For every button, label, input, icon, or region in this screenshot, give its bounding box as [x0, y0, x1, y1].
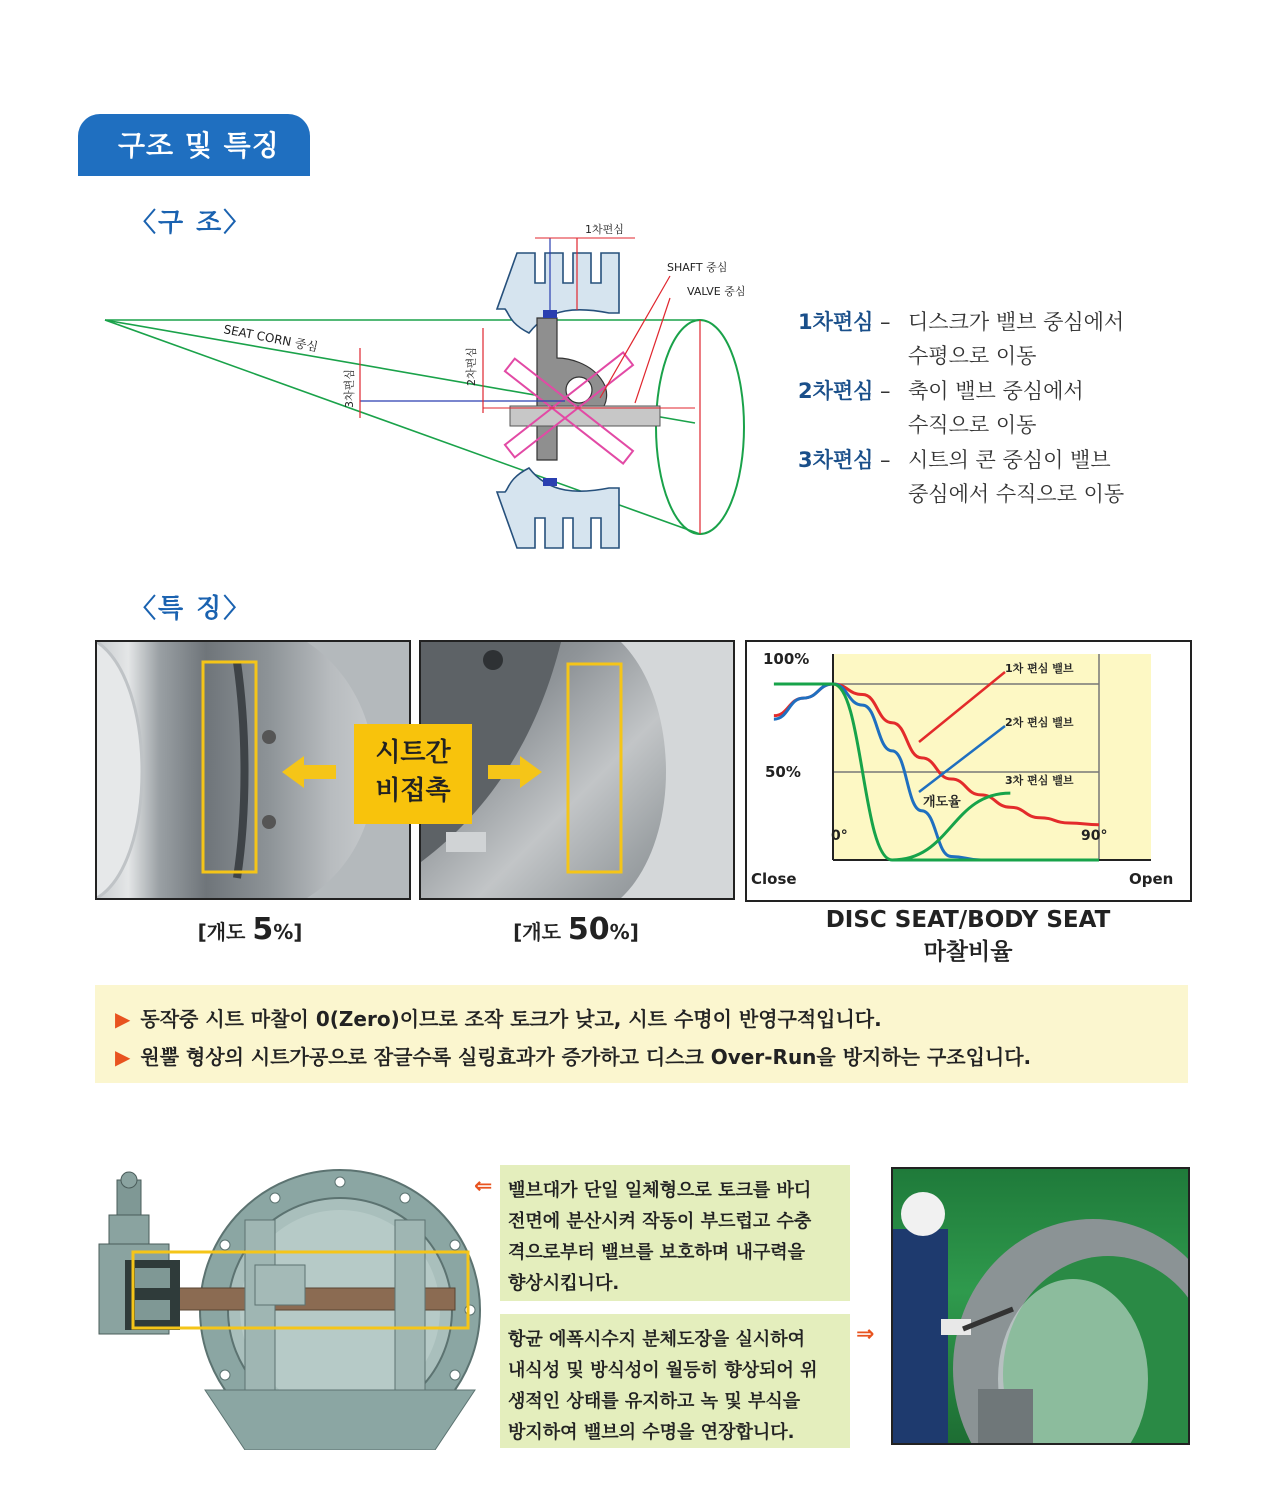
diagram-label-third-offset: 3차편심	[343, 369, 356, 408]
chart-caption-line1: DISC SEAT/BODY SEAT	[825, 907, 1111, 933]
note-text-1: 동작중 시트 마찰이 0(Zero)이므로 조작 토크가 낮고, 시트 수명이 반영구적입니다.	[140, 1007, 882, 1031]
section-tab: 구조 및 특징	[78, 114, 310, 176]
offset-1-line1: 디스크가 밸브 중심에서	[908, 310, 1125, 334]
offset-3-line1: 시트의 콘 중심이 밸브	[908, 448, 1111, 472]
caption-5-value: 5	[252, 912, 274, 947]
info-box-shaft	[500, 1165, 850, 1301]
chart-annotation: 3차 편심 밸브	[1005, 774, 1074, 787]
offset-3-dash: –	[880, 448, 891, 472]
caption-50-prefix: [개도	[513, 920, 568, 944]
offset-1	[798, 305, 1124, 373]
note-text-2: 원뿔 형상의 시트가공으로 잠글수록 실링효과가 증가하고 디스크 Over-Run을 방지하는 구조입니다.	[140, 1045, 1032, 1069]
caption-50-value: 50	[567, 912, 610, 947]
offset-3-line2: 중심에서 수직으로 이동	[908, 482, 1125, 506]
offset-1-dash: –	[880, 310, 891, 334]
structure-title: 〈구 조〉	[130, 208, 252, 238]
info-box-coating	[500, 1314, 850, 1448]
chart-y-tick-label: 50%	[765, 763, 801, 781]
right-arrow-icon	[488, 752, 548, 792]
chart-x-end-label: Close	[751, 870, 797, 888]
photo-caption-50-percent	[446, 912, 706, 947]
non-contact-label	[354, 724, 472, 824]
info-box-coating-line: 방지하여 밸브의 수명을 연장합니다.	[508, 1422, 795, 1443]
photo-caption-5-percent	[120, 912, 380, 947]
friction-chart	[747, 642, 1190, 900]
info-box-coating-line: 내식성 및 방식성이 월등히 향상되어 위	[508, 1360, 818, 1381]
chart-annotation: 1차 편심 밸브	[1005, 662, 1074, 675]
non-contact-line2: 비접촉	[375, 776, 451, 806]
triple-offset-diagram	[95, 218, 775, 558]
caption-50-suffix: %]	[609, 920, 639, 944]
offset-2	[798, 374, 1084, 442]
offset-1-line2: 수평으로 이동	[908, 344, 1037, 368]
coating-work-photo	[891, 1167, 1190, 1445]
note-item	[115, 1003, 882, 1032]
info-box-coating-line: 생적인 상태를 유지하고 녹 및 부식을	[508, 1391, 801, 1412]
diagram-label-valve-center: VALVE 중심	[687, 285, 746, 298]
chart-x-tick-label: 90°	[1081, 828, 1108, 844]
features-title: 〈특 징〉	[130, 594, 252, 624]
coating-work-photo-drawing	[893, 1169, 1188, 1443]
feature-notes	[95, 985, 1188, 1083]
diagram-label-shaft-center: SHAFT 중심	[667, 261, 728, 274]
chart-y-tick-label: 100%	[763, 650, 810, 668]
chart-x-end-label: Open	[1129, 870, 1174, 888]
offset-3	[798, 443, 1124, 511]
offset-2-line2: 수직으로 이동	[908, 413, 1037, 437]
diagram-label-second-offset: 2차편심	[465, 347, 478, 386]
info-box-shaft-line: 향상시킵니다.	[508, 1273, 620, 1294]
diagram-label-first-offset: 1차편심	[585, 223, 624, 236]
left-arrow-icon	[282, 752, 342, 792]
info-box-shaft-line: 전면에 분산시켜 작동이 부드럽고 수충	[508, 1211, 812, 1232]
offset-2-label: 2차편심	[798, 379, 874, 403]
note-item	[115, 1041, 1031, 1070]
non-contact-line1: 시트간	[375, 738, 451, 768]
caption-5-suffix: %]	[273, 920, 303, 944]
info-box-shaft-line: 밸브대가 단일 일체형으로 토크를 바디	[508, 1180, 812, 1201]
right-pointer-arrow-icon: ⇒	[856, 1322, 875, 1347]
chart-x-tick-label: 0°	[831, 828, 848, 844]
offset-3-label: 3차편심	[798, 448, 874, 472]
chart-caption	[800, 904, 1136, 968]
info-box-shaft-line: 격으로부터 밸브를 보호하며 내구력을	[508, 1242, 806, 1263]
chart-annotation: 2차 편심 밸브	[1005, 716, 1074, 729]
diagram-label-seat-corn-center: SEAT CORN 중심	[222, 322, 320, 355]
offset-2-line1: 축이 밸브 중심에서	[908, 379, 1084, 403]
chart-caption-line2: 마찰비율	[923, 939, 1013, 965]
friction-chart-frame	[745, 640, 1192, 902]
info-box-coating-line: 항균 에폭시수지 분체도장을 실시하여	[508, 1329, 806, 1350]
triangle-bullet-icon: ▶	[115, 1007, 131, 1031]
valve-assembly-illustration	[95, 1160, 485, 1450]
chart-annotation: 개도율	[923, 795, 961, 810]
offset-2-dash: –	[880, 379, 891, 403]
left-pointer-arrow-icon: ⇐	[474, 1174, 493, 1199]
caption-5-prefix: [개도	[197, 920, 253, 944]
offset-1-label: 1차편심	[798, 310, 874, 334]
triangle-bullet-icon: ▶	[115, 1045, 131, 1069]
